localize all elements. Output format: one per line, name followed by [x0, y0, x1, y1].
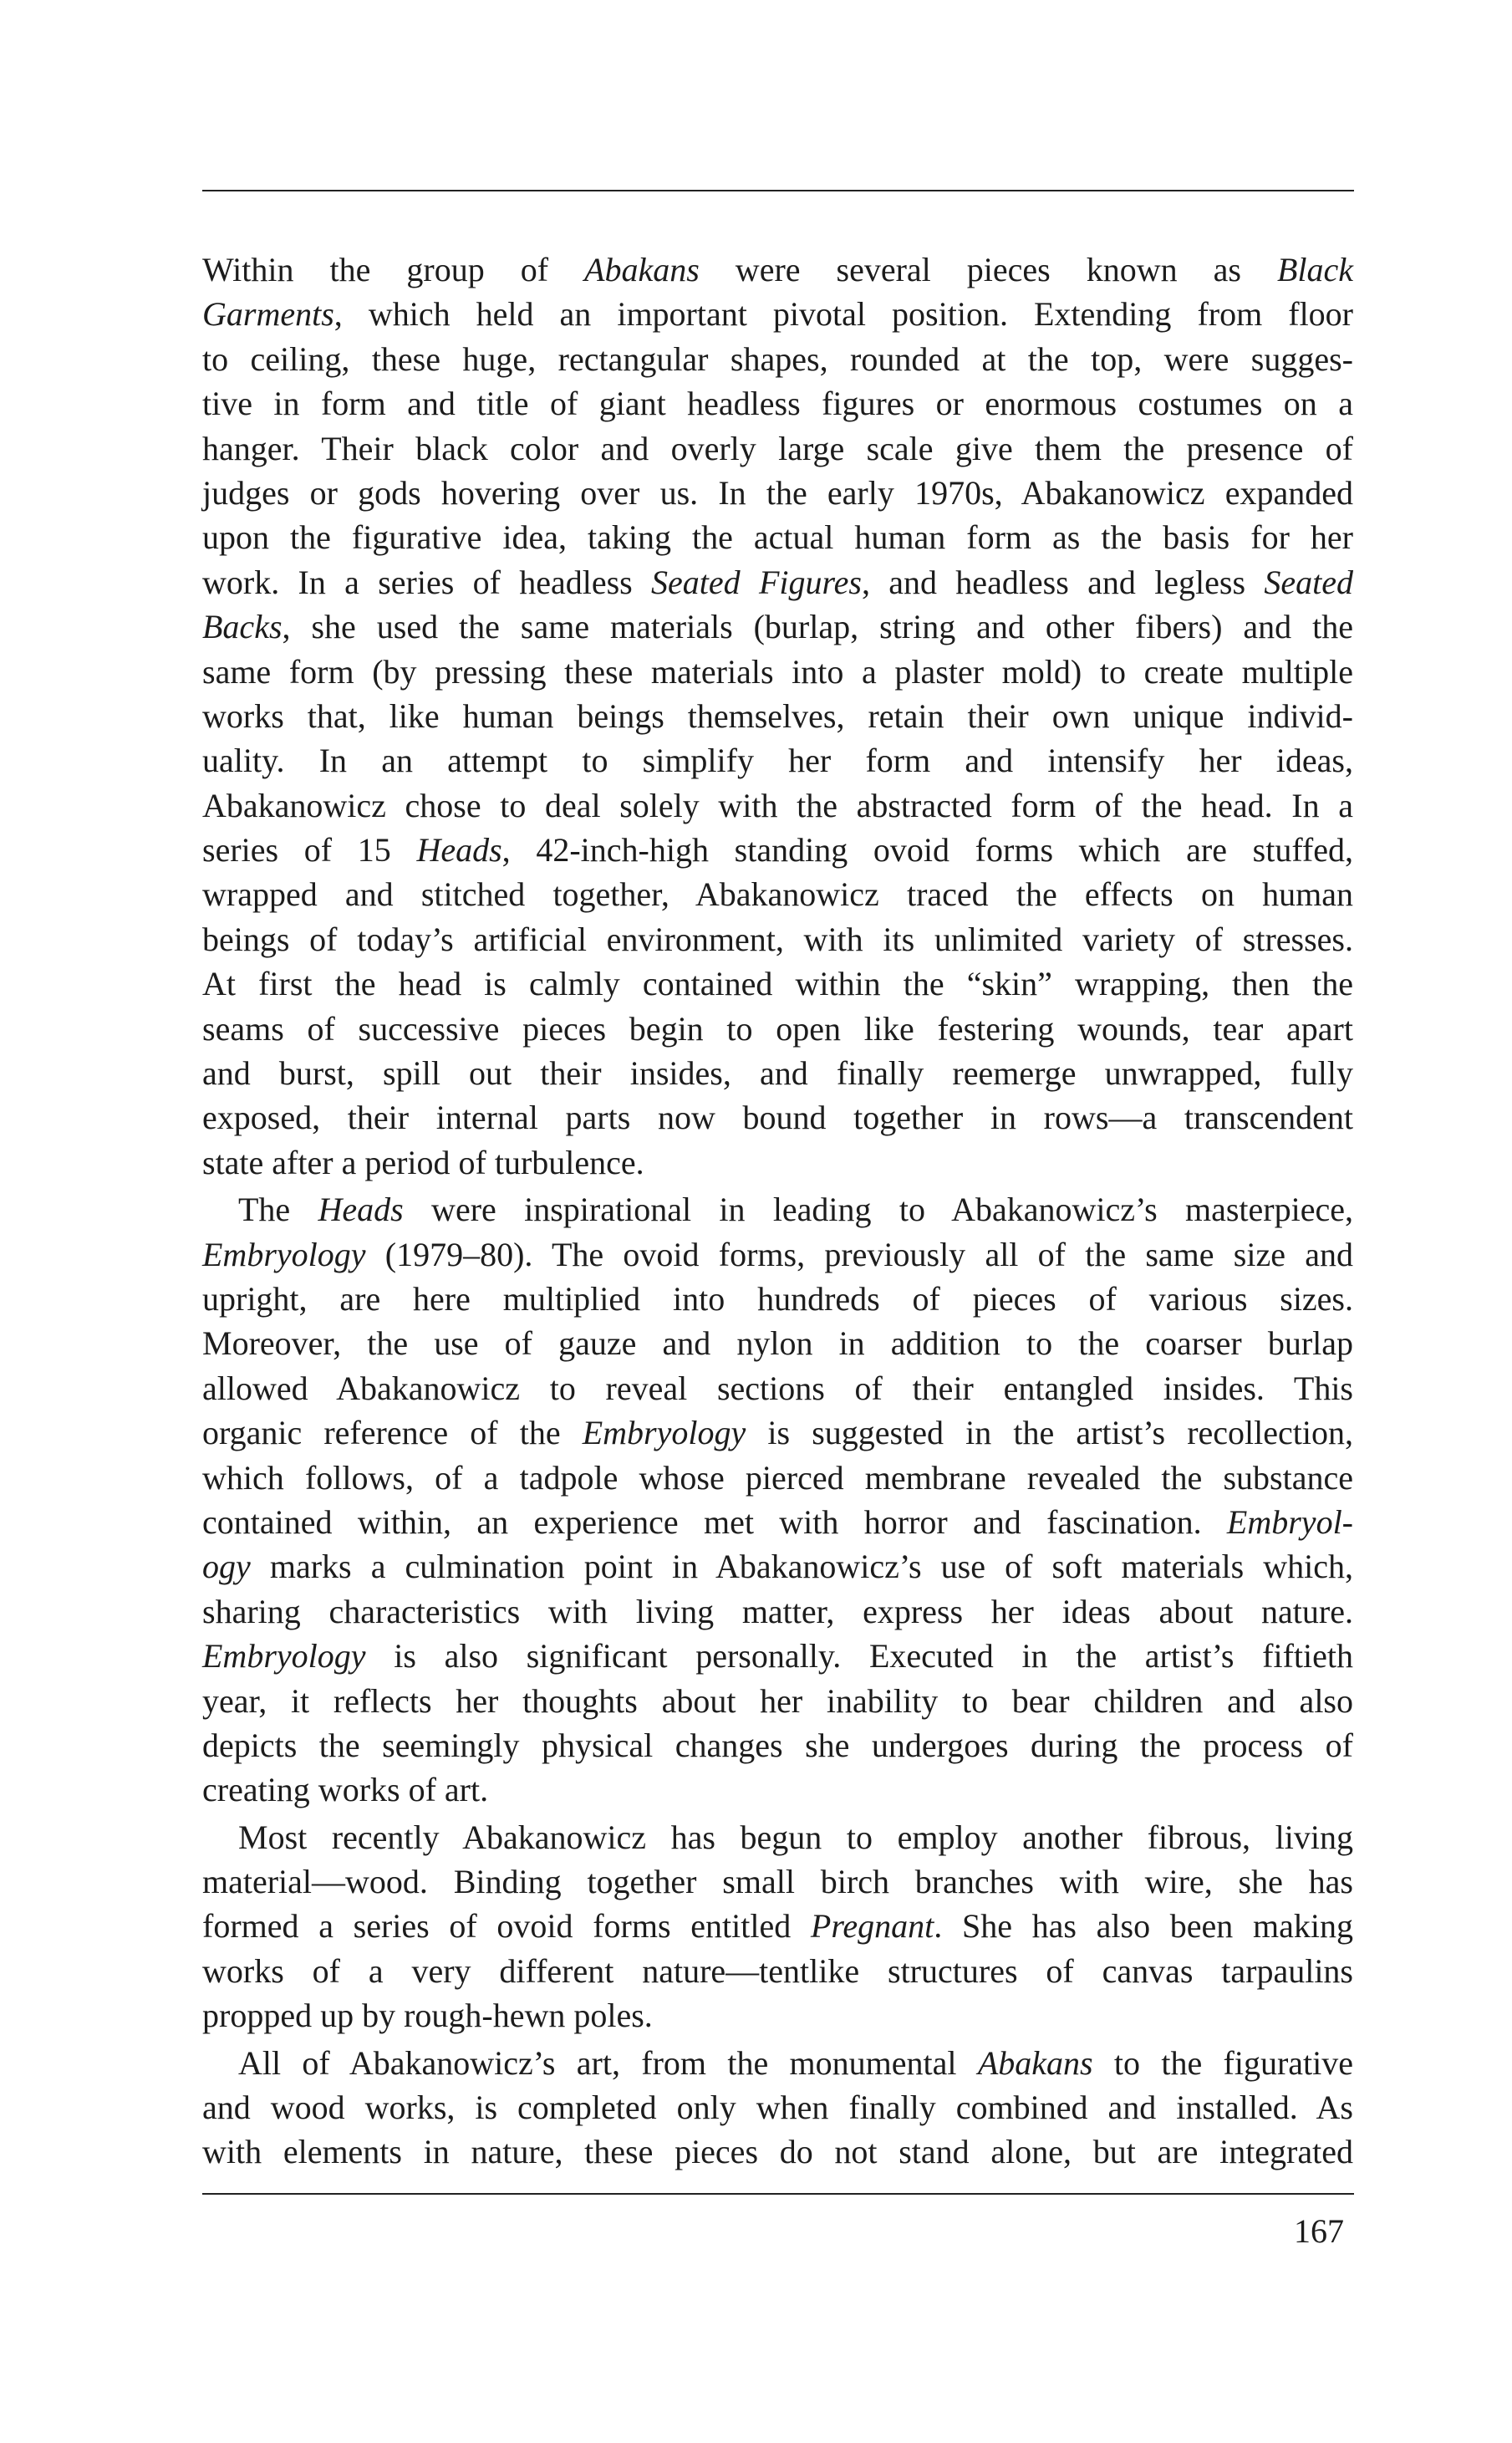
text-run: state after a period of turbulence. [202, 1143, 644, 1181]
text-run: were several pieces known as [699, 251, 1277, 288]
text-line [202, 1634, 1353, 1678]
text-run: wrapped and stitched together, Abakanowicz traced the effects on human [202, 875, 1353, 914]
italic-title: Seated Figures [651, 563, 862, 601]
text-run: The [238, 1191, 318, 1229]
text-run: material—wood. Binding together small birch branches with wire, she has [202, 1863, 1353, 1901]
text-line [202, 738, 1353, 783]
text-run: to ceiling, these huge, rectangular shapes, rounded at the top, were sugges- [202, 339, 1353, 378]
text-line [202, 2085, 1353, 2129]
text-run: exposed, their internal parts now bound together in rows—a transcendent [202, 1099, 1353, 1137]
text-run: is suggested in the artist’s recollection, [746, 1414, 1353, 1452]
text-line [202, 1859, 1353, 1904]
text-run: propped up by rough-hewn poles. [202, 1997, 653, 2035]
text-run: work. In a series of headless [202, 563, 652, 601]
text-run: upon the figurative idea, taking the actual human form as the basis for her [202, 518, 1353, 557]
text-run: sharing characteristics with living matter, express her ideas about nature. [202, 1592, 1353, 1630]
text-line [202, 694, 1353, 738]
text-line [202, 1723, 1353, 1767]
text-run: (1979–80). The ovoid forms, previously all of the same size and [365, 1235, 1353, 1273]
text-run: to the figurative [1092, 2043, 1354, 2082]
text-line [202, 1007, 1353, 1051]
text-run: were inspirational in leading to Abakanowicz’s masterpiece, [403, 1191, 1353, 1229]
text-run: and wood works, is completed only when finally combined and installed. As [202, 2089, 1353, 2127]
text-run: upright, are here multiplied into hundreds of pieces of various sizes. [202, 1279, 1353, 1318]
text-line [202, 604, 1353, 649]
text-line [202, 783, 1353, 828]
text-run: All of Abakanowicz’s art, from the monumental [238, 2043, 978, 2082]
text-run: works that, like human beings themselves, retain their own unique individ- [202, 696, 1353, 735]
text-run: , which held an important pivotal position. Extending from floor [333, 295, 1353, 334]
text-run: same form (by pressing these materials into a plaster mold) to create multiple [202, 652, 1353, 691]
text-run: depicts the seemingly physical changes she undergoes during the process of [202, 1726, 1353, 1764]
italic-title: Embryology [202, 1235, 366, 1273]
text-line [202, 247, 1353, 292]
text-line [202, 1456, 1353, 1500]
text-run: series of 15 [202, 831, 417, 870]
paragraph [202, 1187, 1353, 1812]
paragraph [202, 247, 1353, 1185]
text-run: Abakanowicz chose to deal solely with the abstracted form of the head. In a [202, 786, 1353, 824]
text-line [202, 1095, 1353, 1140]
text-run: Most recently Abakanowicz has begun to employ another fibrous, living [238, 1818, 1353, 1856]
text-run: Within the group of [202, 251, 585, 288]
text-line [202, 1187, 1353, 1232]
page-number: 167 [1294, 2212, 1344, 2250]
footer-rule [202, 2193, 1354, 2195]
text-run: hanger. Their black color and overly large scale give them the presence of [202, 429, 1353, 467]
text-line [202, 1767, 1353, 1812]
italic-title: Pregnant [810, 1907, 934, 1946]
header-rule [202, 190, 1354, 191]
italic-title: Black [1276, 251, 1354, 288]
text-line [202, 917, 1353, 961]
text-line [202, 1949, 1353, 1993]
text-run: works of a very different nature—tentlike structures of canvas tarpaulins [202, 1951, 1353, 1990]
text-line [202, 828, 1353, 872]
text-run: uality. In an attempt to simplify her form and intensify her ideas, [202, 742, 1353, 780]
text-line [202, 961, 1353, 1006]
text-line [202, 1993, 1353, 2038]
paragraph [202, 2041, 1353, 2175]
text-run: Moreover, the use of gauze and nylon in addition to the coarser burlap [202, 1324, 1353, 1363]
text-line [202, 2129, 1353, 2174]
text-line [202, 381, 1353, 426]
italic-title: Heads [318, 1191, 404, 1229]
text-line [202, 1815, 1353, 1859]
text-run: seams of successive pieces begin to open like festering wounds, tear apart [202, 1009, 1353, 1048]
text-run: and burst, spill out their insides, and finally reemerge unwrapped, fully [202, 1054, 1353, 1093]
text-run: formed a series of ovoid forms entitled [202, 1907, 811, 1946]
text-run: is also significant personally. Executed in the artist’s fiftieth [365, 1637, 1353, 1675]
text-line [202, 1500, 1353, 1544]
text-line [202, 1140, 1353, 1185]
text-run: contained within, an experience met with horror and fascination. [202, 1502, 1227, 1541]
text-line [202, 515, 1353, 559]
text-line [202, 1410, 1353, 1455]
text-line [202, 426, 1353, 471]
italic-title: Embryol- [1226, 1502, 1353, 1541]
text-line [202, 1232, 1353, 1277]
text-line [202, 1321, 1353, 1365]
text-run: tive in form and title of giant headless figures or enormous costumes on a [202, 385, 1353, 423]
text-line [202, 650, 1353, 694]
text-line [202, 1277, 1353, 1321]
text-line [202, 337, 1353, 381]
text-line [202, 1051, 1353, 1095]
text-run: , 42-inch-high standing ovoid forms which are stuffed, [501, 831, 1353, 870]
text-line [202, 1679, 1353, 1723]
text-line [202, 471, 1353, 515]
text-run: which follows, of a tadpole whose pierced membrane revealed the substance [202, 1458, 1353, 1497]
text-line [202, 292, 1353, 336]
text-line [202, 872, 1353, 916]
text-run: , she used the same materials (burlap, string and other fibers) and the [282, 608, 1353, 646]
text-line [202, 560, 1353, 604]
text-line [202, 1904, 1353, 1948]
text-run: creating works of art. [202, 1771, 489, 1809]
text-run: with elements in nature, these pieces do not stand alone, but are integrated [202, 2133, 1353, 2171]
text-run: judges or gods hovering over us. In the early 1970s, Abakanowicz expanded [202, 473, 1353, 512]
body-text [202, 247, 1353, 2175]
italic-title: Garments [202, 295, 334, 334]
italic-title: Embryology [582, 1414, 746, 1452]
paragraph [202, 1815, 1353, 2038]
text-run: At first the head is calmly contained within the “skin” wrapping, then the [202, 965, 1353, 1003]
text-run: marks a culmination point in Abakanowicz’s use of soft materials which, [250, 1548, 1353, 1586]
text-line [202, 2041, 1353, 2085]
italic-title: Backs [202, 608, 283, 646]
text-run: beings of today’s artificial environment, with its unlimited variety of stresses. [202, 920, 1353, 958]
text-line [202, 1589, 1353, 1634]
text-run: , and headless and legless [861, 563, 1265, 601]
italic-title: Abakans [584, 251, 700, 288]
italic-title: ogy [202, 1548, 251, 1586]
text-line [202, 1544, 1353, 1589]
italic-title: Abakans [977, 2043, 1093, 2082]
text-run: year, it reflects her thoughts about her inability to bear children and also [202, 1681, 1353, 1720]
italic-title: Heads [416, 831, 502, 870]
text-run: . She has also been making [934, 1907, 1353, 1946]
italic-title: Embryology [202, 1637, 366, 1675]
text-run: organic reference of the [202, 1414, 583, 1452]
italic-title: Seated [1264, 563, 1353, 601]
text-run: allowed Abakanowicz to reveal sections of their entangled insides. This [202, 1369, 1353, 1407]
text-line [202, 1366, 1353, 1410]
